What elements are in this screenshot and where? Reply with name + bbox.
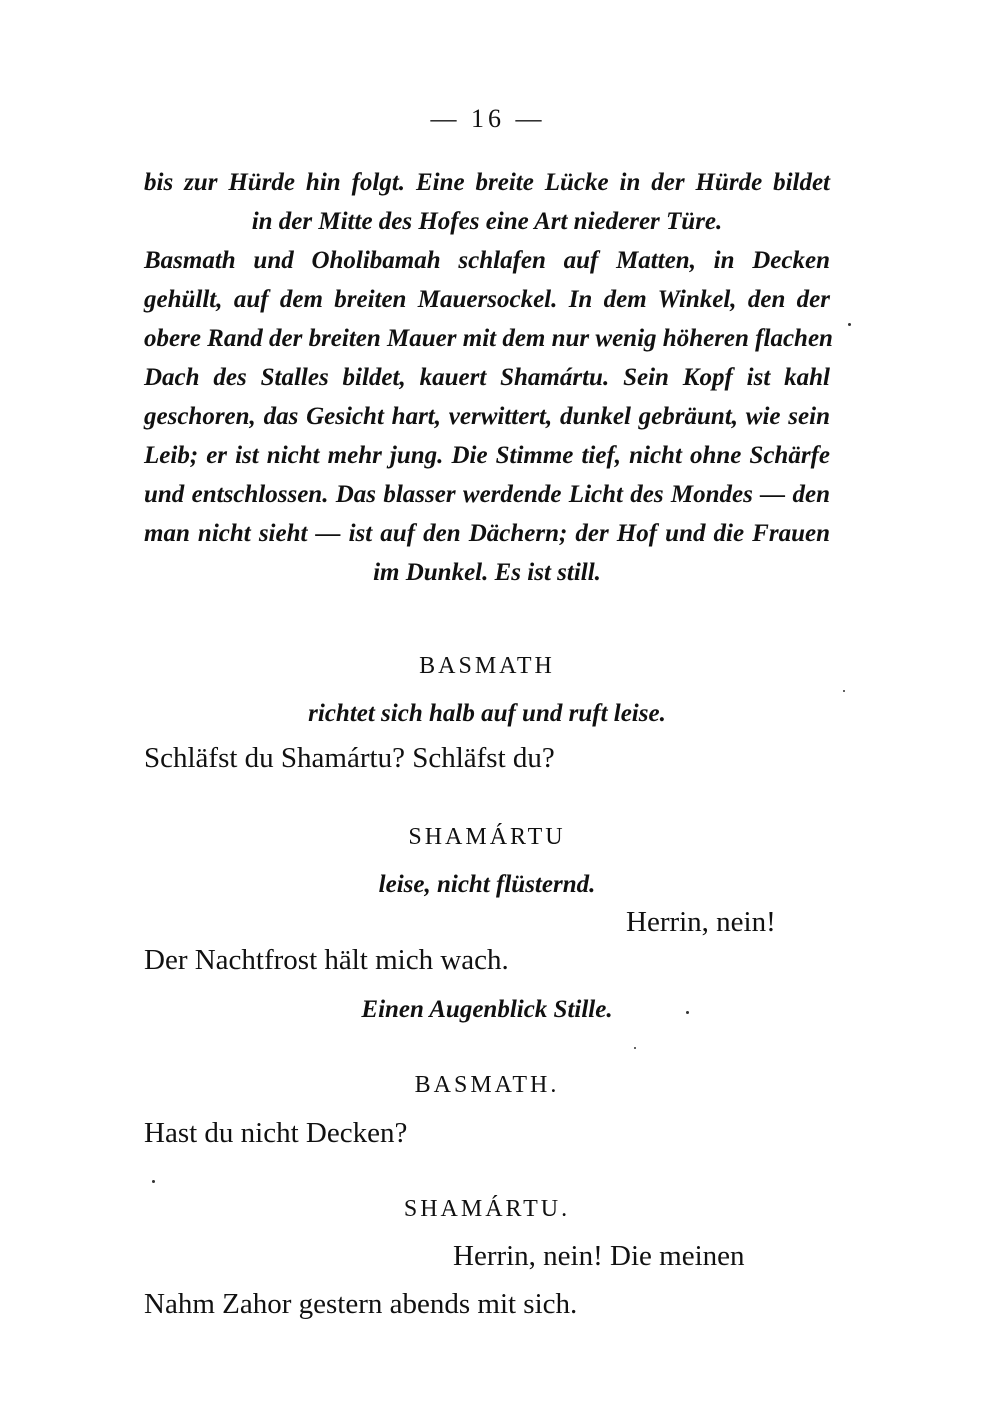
speaker-name-shamartu: SHAMÁRTU. <box>403 1196 571 1222</box>
print-speck <box>843 690 845 692</box>
stage-direction: richtet sich halb auf und ruft leise. <box>308 700 666 727</box>
speech-line: Der Nachtfrost hält mich wach. <box>144 944 509 976</box>
stage-direction-line: und entschlossen. Das blasser werdende Licht des Mondes — den <box>144 481 830 508</box>
print-speck <box>686 1011 689 1014</box>
print-speck <box>848 323 851 326</box>
stage-direction: Einen Augenblick Stille. <box>361 996 613 1023</box>
stage-direction-line: in der Mitte des Hofes eine Art niederer Türe. <box>251 208 723 235</box>
speech-line: Hast du nicht Decken? <box>144 1117 408 1149</box>
speech-line: Herrin, nein! <box>626 906 776 938</box>
page-number: — 16 — <box>430 104 546 133</box>
stage-direction-line: Basmath und Oholibamah schlafen auf Matten, in Decken <box>144 247 830 274</box>
stage-direction-line: bis zur Hürde hin folgt. Eine breite Lücke in der Hürde bildet <box>144 169 830 196</box>
speech-line: Nahm Zahor gestern abends mit sich. <box>144 1288 578 1320</box>
print-speck <box>152 1180 155 1183</box>
stage-direction: leise, nicht flüsternd. <box>378 871 596 898</box>
stage-direction-line: man nicht sieht — ist auf den Dächern; der Hof und die Frauen <box>144 520 830 547</box>
speech-line: Herrin, nein! Die meinen <box>453 1240 745 1272</box>
print-speck <box>634 1047 636 1049</box>
stage-direction-line: im Dunkel. Es ist still. <box>373 559 601 586</box>
stage-direction-line: obere Rand der breiten Mauer mit dem nur wenig höheren flachen <box>144 325 833 352</box>
stage-direction-line: Leib; er ist nicht mehr jung. Die Stimme tief, nicht ohne Schärfe <box>144 442 830 469</box>
stage-direction-line: Dach des Stalles bildet, kauert Shamártu. Sein Kopf ist kahl <box>144 364 830 391</box>
stage-direction-line: gehüllt, auf dem breiten Mauersockel. In dem Winkel, den der <box>144 286 830 313</box>
speaker-name-basmath: BASMATH <box>419 653 555 679</box>
speaker-name-shamartu: SHAMÁRTU <box>408 824 566 850</box>
stage-direction-line: geschoren, das Gesicht hart, verwittert, dunkel gebräunt, wie sein <box>144 403 830 430</box>
speaker-name-basmath: BASMATH. <box>414 1072 560 1098</box>
speech-line: Schläfst du Shamártu? Schläfst du? <box>144 742 555 774</box>
